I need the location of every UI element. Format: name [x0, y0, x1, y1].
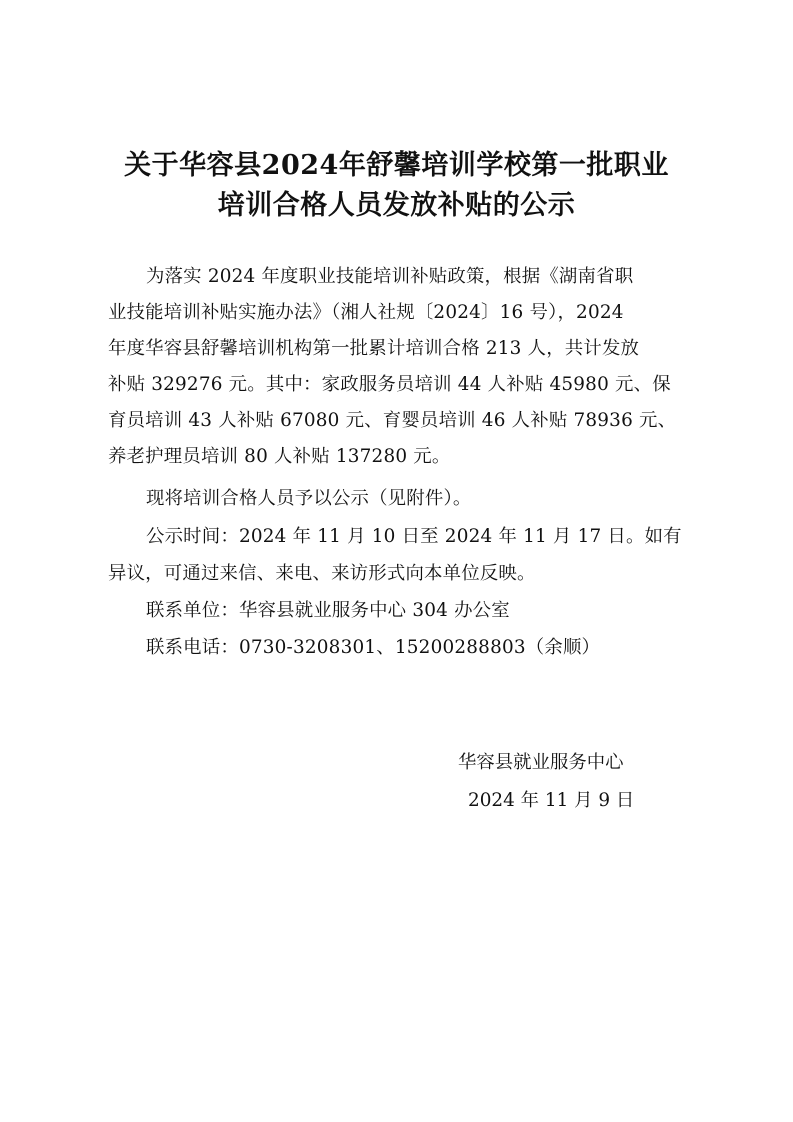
paragraph-1-line-6: 养老护理员培训 80 人补贴 137280 元。: [108, 446, 451, 467]
paragraph-2: 现将培训合格人员予以公示（见附件）。: [146, 488, 472, 509]
paragraph-1-line-5: 育员培训 43 人补贴 67080 元、育婴员培训 46 人补贴 78936 元、: [108, 410, 677, 431]
signature-date: 2024 年 11 月 9 日: [468, 790, 635, 811]
document-title-line-2: 培训合格人员发放补贴的公示: [217, 190, 576, 221]
signature-organization: 华容县就业服务中心: [458, 752, 624, 773]
contact-unit: 联系单位：华容县就业服务中心 304 办公室: [146, 600, 510, 621]
paragraph-1-line-2: 业技能培训补贴实施办法》（湘人社规〔2024〕16 号），2024: [108, 302, 624, 323]
paragraph-1-line-4: 补贴 329276 元。其中：家政服务员培训 44 人补贴 45980 元、保: [108, 374, 671, 395]
paragraph-3-line-1: 公示时间：2024 年 11 月 10 日至 2024 年 11 月 17 日。如有: [146, 526, 682, 547]
paragraph-1-line-1: 为落实 2024 年度职业技能培训补贴政策，根据《湖南省职: [146, 266, 634, 287]
document-title-line-1: 关于华容县2024年舒馨培训学校第一批职业: [124, 150, 669, 181]
paragraph-1-line-3: 年度华容县舒馨培训机构第一批累计培训合格 213 人，共计发放: [108, 338, 640, 359]
contact-phone: 联系电话：0730-3208301、15200288803（余顺）: [146, 637, 601, 658]
paragraph-3-line-2: 异议，可通过来信、来电、来访形式向本单位反映。: [108, 563, 536, 584]
